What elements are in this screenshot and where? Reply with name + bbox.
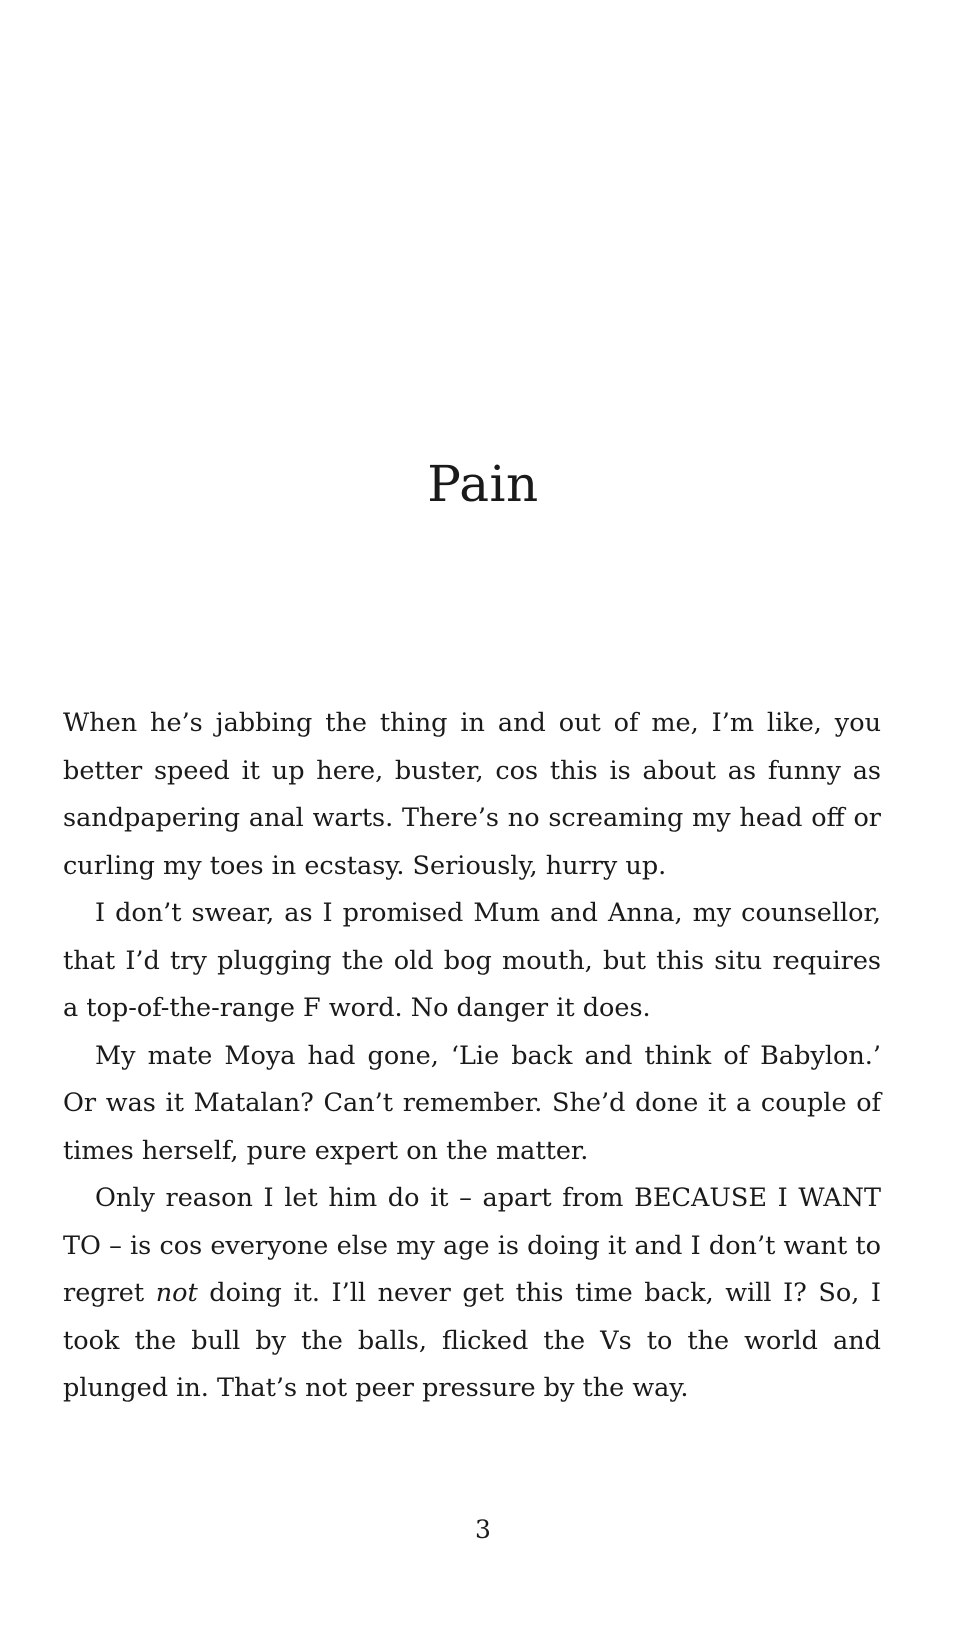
paragraph-4 [63,1175,881,1413]
paragraph-4-end: doing it. I’ll never get this time back, will I? So, I took the bull by the balls, flicked the Vs to the world and plunged in. That’s not peer pressure by the way. [63,1278,881,1403]
paragraph-2: I don’t swear, as I promised Mum and Anna, my counsellor, that I’d try plugging the old bog mouth, but this situ requires a top-of-the-range F word. No danger it does. [63,898,881,1023]
paragraph-4-italic: not [155,1278,198,1308]
body-text [63,700,881,1413]
paragraph-1: When he’s jabbing the thing in and out of me, I’m like, you better speed it up here, buster, cos this is about as funny as sandpapering anal warts. There’s no screaming my head off or curling my toes in ecstasy. Seriously, hurry up. [63,708,881,881]
paragraph-3: My mate Moya had gone, ‘Lie back and think of Babylon.’ Or was it Matalan? Can’t remember. She’d done it a couple of times herself, pure expert on the matter. [63,1040,881,1166]
page-number: 3 [475,1515,491,1544]
paragraph-4-start: Only reason I let him do it – apart from BECAUSE I WANT TO – is cos everyone else my age is doing it and I don’t want to regret [63,1183,881,1308]
chapter-title: Pain [427,455,539,513]
